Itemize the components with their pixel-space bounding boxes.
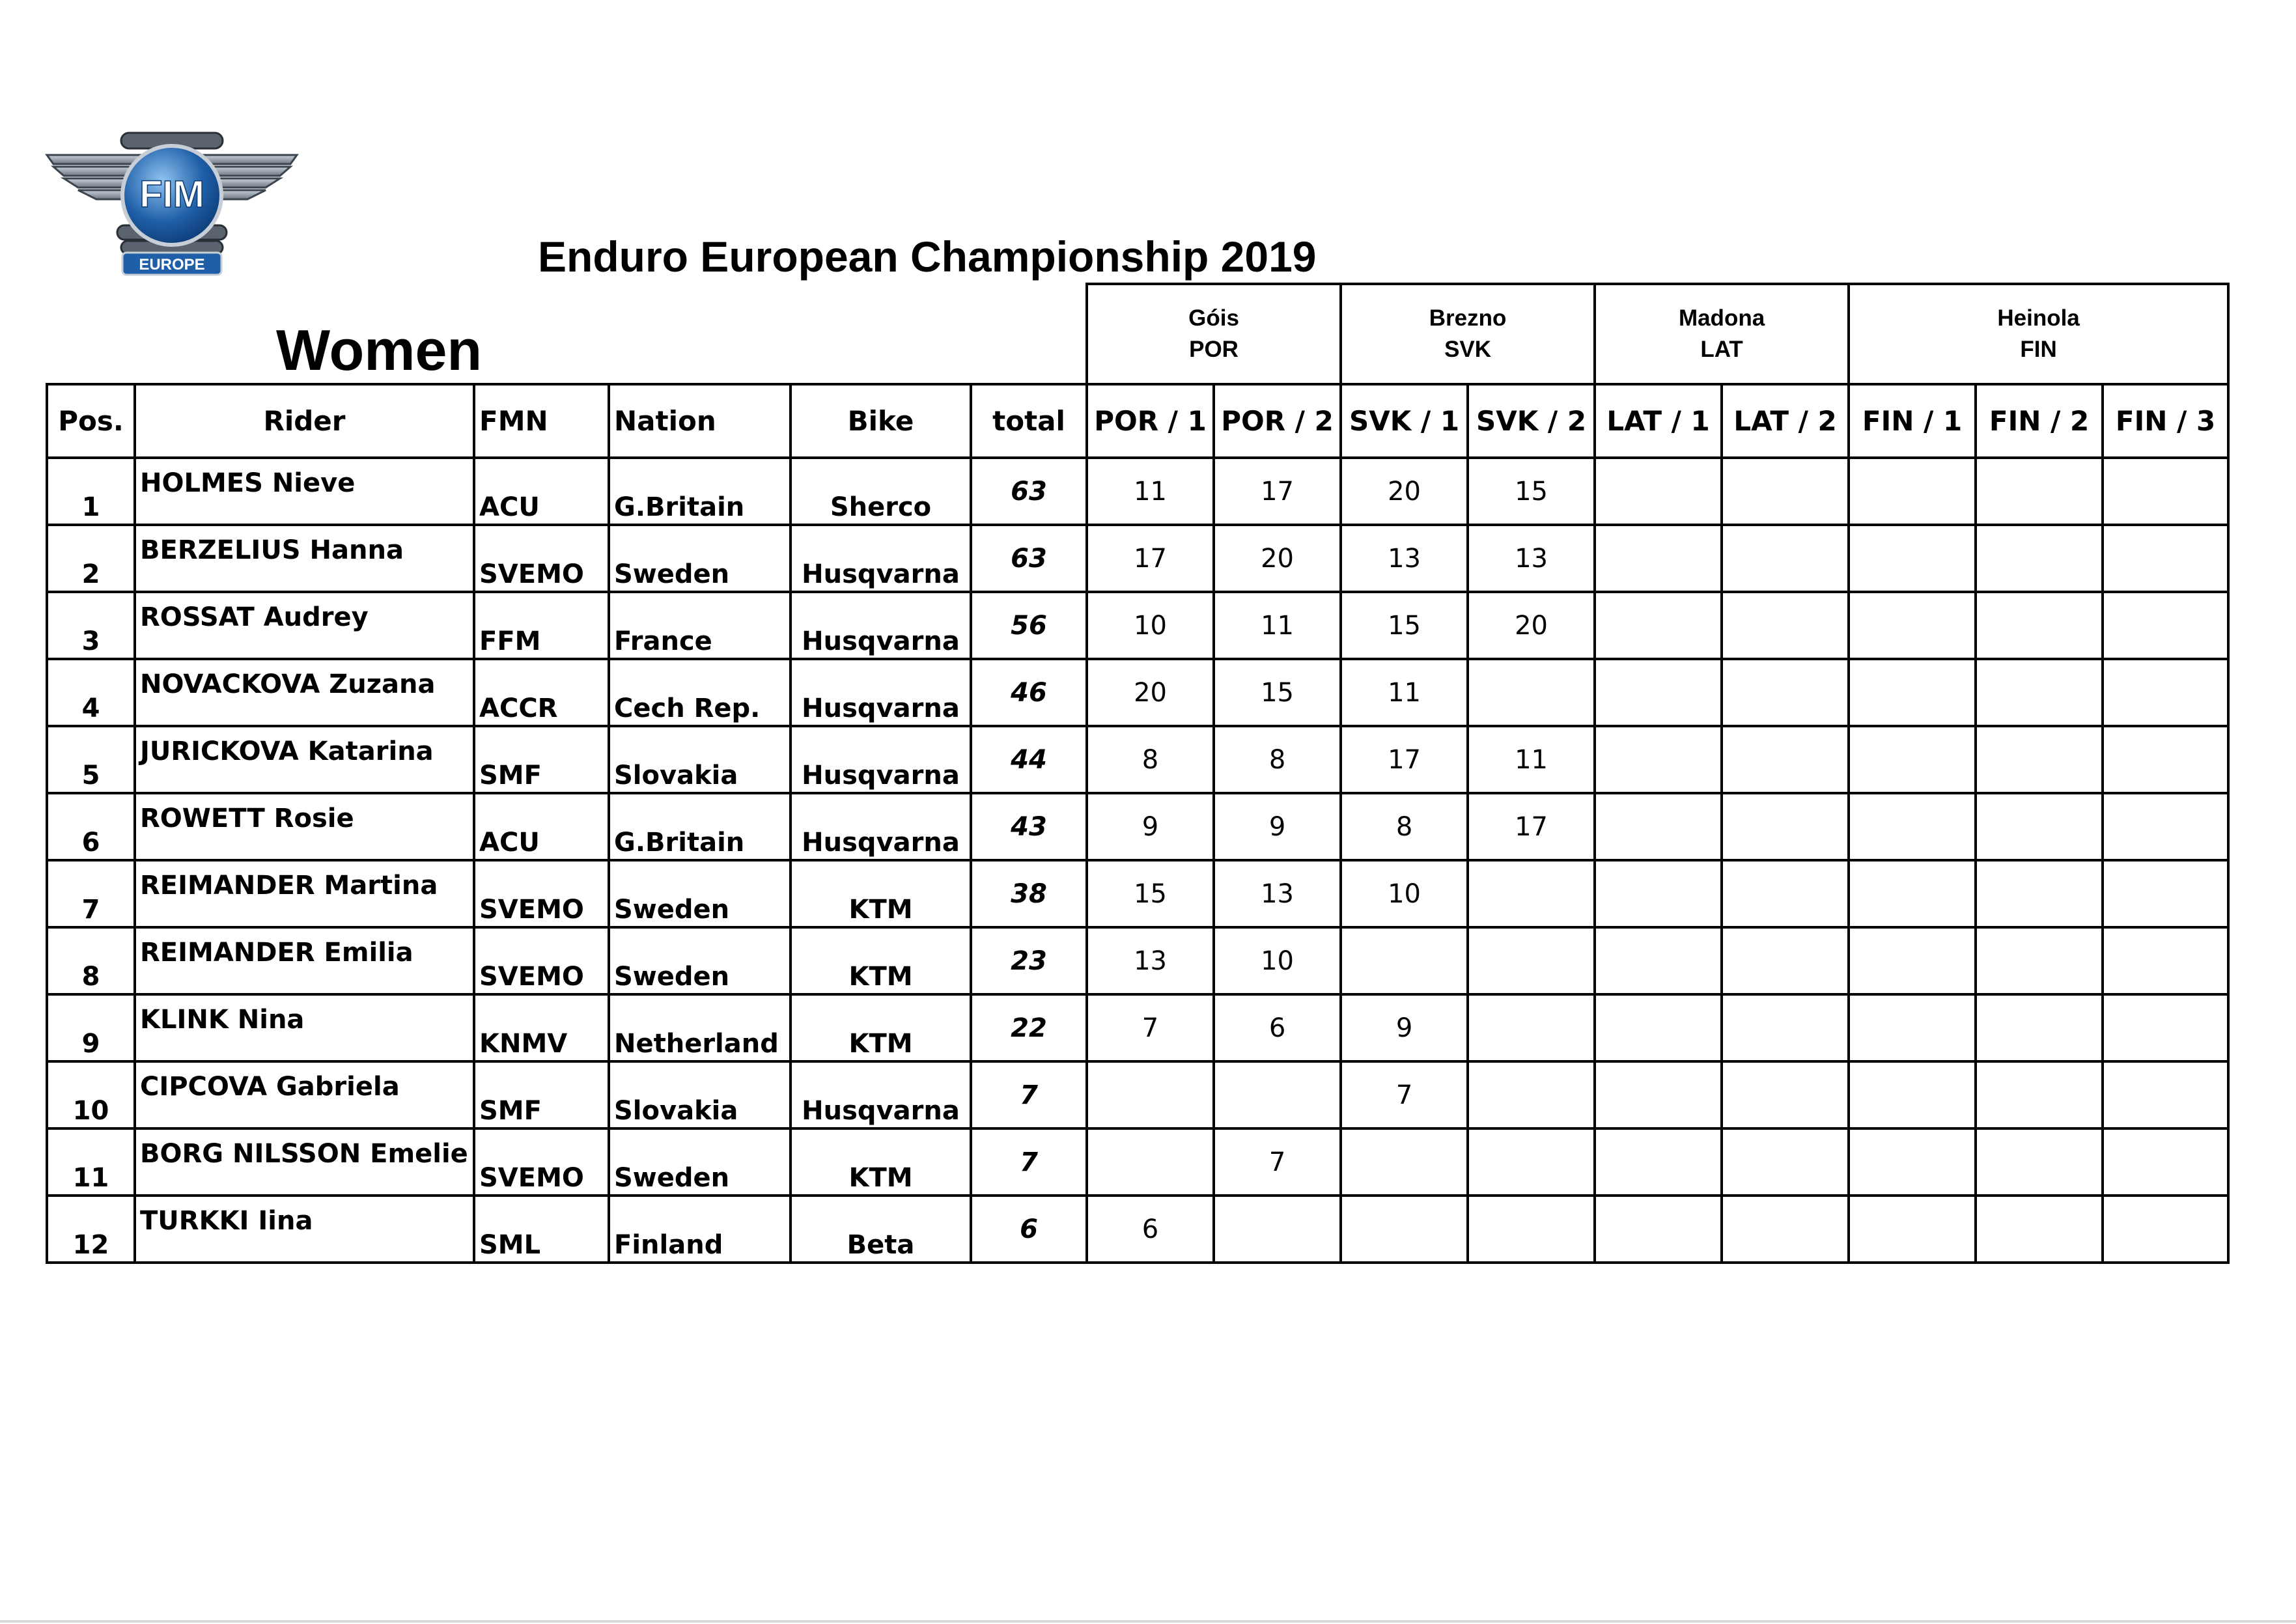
nation-cell: Sweden bbox=[609, 860, 791, 927]
round-points-cell bbox=[1976, 1128, 2103, 1196]
venue-code: SVK bbox=[1444, 337, 1492, 362]
table-row bbox=[47, 458, 2228, 525]
round-points-cell bbox=[1595, 927, 1722, 994]
table-row bbox=[47, 1128, 2228, 1196]
rider-cell: ROSSAT Audrey bbox=[135, 592, 474, 659]
round-points-cell: 9 bbox=[1214, 793, 1341, 860]
fmn-cell: FFM bbox=[474, 592, 609, 659]
round-points-cell bbox=[1722, 860, 1849, 927]
round-points-cell: 20 bbox=[1468, 592, 1595, 659]
round-points-cell bbox=[2103, 1128, 2228, 1196]
round-points-cell bbox=[1849, 458, 1976, 525]
venue-header-row bbox=[47, 284, 2228, 384]
fmn-cell: SMF bbox=[474, 726, 609, 793]
col-header-lat-2: LAT / 2 bbox=[1722, 384, 1849, 458]
col-header-por-1: POR / 1 bbox=[1087, 384, 1214, 458]
table-row bbox=[47, 726, 2228, 793]
round-points-cell bbox=[2103, 927, 2228, 994]
round-points-cell bbox=[2103, 860, 2228, 927]
round-points-cell bbox=[1849, 726, 1976, 793]
round-points-cell bbox=[1341, 1128, 1468, 1196]
round-points-cell bbox=[1849, 860, 1976, 927]
rider-cell: BORG NILSSON Emelie bbox=[135, 1128, 474, 1196]
document-title: Enduro European Championship 2019 bbox=[538, 232, 1317, 281]
round-points-cell: 10 bbox=[1087, 592, 1214, 659]
venue-name: Brezno bbox=[1429, 305, 1507, 331]
round-points-cell bbox=[1976, 860, 2103, 927]
round-points-cell bbox=[1722, 1128, 1849, 1196]
bike-cell: KTM bbox=[791, 994, 971, 1061]
round-points-cell bbox=[2103, 726, 2228, 793]
bike-cell: KTM bbox=[791, 1128, 971, 1196]
round-points-cell bbox=[1849, 793, 1976, 860]
round-points-cell bbox=[1849, 1196, 1976, 1263]
round-points-cell bbox=[1976, 659, 2103, 726]
round-points-cell bbox=[1341, 1196, 1468, 1263]
round-points-cell: 7 bbox=[1087, 994, 1214, 1061]
round-points-cell bbox=[1595, 1128, 1722, 1196]
pos-cell: 7 bbox=[47, 860, 135, 927]
round-points-cell bbox=[1468, 1196, 1595, 1263]
nation-cell: G.Britain bbox=[609, 458, 791, 525]
col-header-lat-1: LAT / 1 bbox=[1595, 384, 1722, 458]
venue-name: Góis bbox=[1188, 305, 1239, 331]
pos-cell: 9 bbox=[47, 994, 135, 1061]
venue-header-svk bbox=[1341, 284, 1595, 384]
round-points-cell bbox=[1849, 659, 1976, 726]
total-cell: 7 bbox=[971, 1061, 1087, 1128]
round-points-cell: 20 bbox=[1341, 458, 1468, 525]
pos-cell: 12 bbox=[47, 1196, 135, 1263]
round-points-cell bbox=[2103, 1061, 2228, 1128]
round-points-cell bbox=[1595, 1196, 1722, 1263]
total-cell: 63 bbox=[971, 458, 1087, 525]
bike-cell: KTM bbox=[791, 860, 971, 927]
venue-header-spacer bbox=[47, 284, 1087, 384]
round-points-cell bbox=[1722, 1196, 1849, 1263]
round-points-cell: 8 bbox=[1341, 793, 1468, 860]
round-points-cell: 6 bbox=[1214, 994, 1341, 1061]
round-points-cell bbox=[1976, 927, 2103, 994]
bike-cell: Husqvarna bbox=[791, 1061, 971, 1128]
category-heading: Women bbox=[276, 318, 483, 382]
round-points-cell bbox=[1976, 458, 2103, 525]
rider-cell: BERZELIUS Hanna bbox=[135, 525, 474, 592]
round-points-cell bbox=[1595, 793, 1722, 860]
round-points-cell bbox=[2103, 525, 2228, 592]
total-cell: 46 bbox=[971, 659, 1087, 726]
table-row bbox=[47, 592, 2228, 659]
round-points-cell bbox=[1595, 994, 1722, 1061]
round-points-cell: 17 bbox=[1214, 458, 1341, 525]
round-points-cell bbox=[1595, 659, 1722, 726]
pos-cell: 10 bbox=[47, 1061, 135, 1128]
round-points-cell: 7 bbox=[1214, 1128, 1341, 1196]
venue-header-fin bbox=[1849, 284, 2228, 384]
round-points-cell bbox=[1595, 726, 1722, 793]
round-points-cell: 11 bbox=[1341, 659, 1468, 726]
round-points-cell: 17 bbox=[1087, 525, 1214, 592]
venue-code: FIN bbox=[2020, 337, 2057, 362]
nation-cell: Sweden bbox=[609, 525, 791, 592]
round-points-cell bbox=[1976, 726, 2103, 793]
round-points-cell bbox=[1087, 1061, 1214, 1128]
total-cell: 44 bbox=[971, 726, 1087, 793]
round-points-cell bbox=[2103, 659, 2228, 726]
table-row bbox=[47, 1061, 2228, 1128]
round-points-cell: 10 bbox=[1341, 860, 1468, 927]
round-points-cell: 20 bbox=[1214, 525, 1341, 592]
fmn-cell: SVEMO bbox=[474, 860, 609, 927]
table-row bbox=[47, 927, 2228, 994]
round-points-cell bbox=[1214, 1061, 1341, 1128]
pos-cell: 3 bbox=[47, 592, 135, 659]
table-row bbox=[47, 793, 2228, 860]
round-points-cell bbox=[1468, 1128, 1595, 1196]
nation-cell: Finland bbox=[609, 1196, 791, 1263]
round-points-cell bbox=[1976, 1196, 2103, 1263]
round-points-cell: 13 bbox=[1214, 860, 1341, 927]
round-points-cell: 11 bbox=[1087, 458, 1214, 525]
round-points-cell bbox=[1849, 927, 1976, 994]
round-points-cell bbox=[1722, 525, 1849, 592]
standings-table bbox=[46, 283, 2230, 1264]
round-points-cell bbox=[1468, 860, 1595, 927]
round-points-cell: 11 bbox=[1468, 726, 1595, 793]
page-bottom-edge bbox=[0, 1620, 2296, 1623]
round-points-cell: 6 bbox=[1087, 1196, 1214, 1263]
round-points-cell bbox=[1214, 1196, 1341, 1263]
col-header-nation: Nation bbox=[609, 384, 791, 458]
col-header-rider: Rider bbox=[135, 384, 474, 458]
fmn-cell: SML bbox=[474, 1196, 609, 1263]
pos-cell: 8 bbox=[47, 927, 135, 994]
round-points-cell bbox=[1976, 592, 2103, 659]
pos-cell: 4 bbox=[47, 659, 135, 726]
rider-cell: HOLMES Nieve bbox=[135, 458, 474, 525]
table-row bbox=[47, 860, 2228, 927]
rider-cell: JURICKOVA Katarina bbox=[135, 726, 474, 793]
table-row bbox=[47, 1196, 2228, 1263]
total-cell: 22 bbox=[971, 994, 1087, 1061]
round-points-cell bbox=[1468, 659, 1595, 726]
fmn-cell: SVEMO bbox=[474, 525, 609, 592]
fmn-cell: ACCR bbox=[474, 659, 609, 726]
col-header-pos: Pos. bbox=[47, 384, 135, 458]
venue-code: LAT bbox=[1700, 337, 1743, 362]
round-points-cell bbox=[1468, 927, 1595, 994]
nation-cell: Sweden bbox=[609, 1128, 791, 1196]
rider-cell: KLINK Nina bbox=[135, 994, 474, 1061]
pos-cell: 6 bbox=[47, 793, 135, 860]
round-points-cell bbox=[2103, 1196, 2228, 1263]
col-header-svk-2: SVK / 2 bbox=[1468, 384, 1595, 458]
round-points-cell bbox=[1722, 793, 1849, 860]
venue-header-lat bbox=[1595, 284, 1849, 384]
round-points-cell bbox=[1976, 525, 2103, 592]
bike-cell: Husqvarna bbox=[791, 793, 971, 860]
round-points-cell bbox=[1722, 592, 1849, 659]
rider-cell: REIMANDER Martina bbox=[135, 860, 474, 927]
round-points-cell bbox=[1087, 1128, 1214, 1196]
round-points-cell bbox=[1468, 1061, 1595, 1128]
round-points-cell bbox=[1849, 592, 1976, 659]
col-header-total: total bbox=[971, 384, 1087, 458]
fim-europe-logo bbox=[44, 130, 300, 277]
total-cell: 6 bbox=[971, 1196, 1087, 1263]
nation-cell: Cech Rep. bbox=[609, 659, 791, 726]
round-points-cell bbox=[1341, 927, 1468, 994]
round-points-cell: 15 bbox=[1087, 860, 1214, 927]
col-header-fin-1: FIN / 1 bbox=[1849, 384, 1976, 458]
table-row bbox=[47, 994, 2228, 1061]
round-points-cell bbox=[1468, 994, 1595, 1061]
round-points-cell: 13 bbox=[1087, 927, 1214, 994]
round-points-cell: 17 bbox=[1341, 726, 1468, 793]
column-header-row bbox=[47, 384, 2228, 458]
col-header-svk-1: SVK / 1 bbox=[1341, 384, 1468, 458]
bike-cell: Husqvarna bbox=[791, 659, 971, 726]
nation-cell: Slovakia bbox=[609, 1061, 791, 1128]
total-cell: 63 bbox=[971, 525, 1087, 592]
round-points-cell bbox=[1722, 659, 1849, 726]
nation-cell: G.Britain bbox=[609, 793, 791, 860]
total-cell: 56 bbox=[971, 592, 1087, 659]
round-points-cell bbox=[1849, 1061, 1976, 1128]
round-points-cell: 7 bbox=[1341, 1061, 1468, 1128]
round-points-cell bbox=[1849, 1128, 1976, 1196]
round-points-cell: 8 bbox=[1087, 726, 1214, 793]
fmn-cell: SVEMO bbox=[474, 1128, 609, 1196]
round-points-cell: 15 bbox=[1214, 659, 1341, 726]
nation-cell: Slovakia bbox=[609, 726, 791, 793]
col-header-bike: Bike bbox=[791, 384, 971, 458]
round-points-cell bbox=[1849, 994, 1976, 1061]
pos-cell: 2 bbox=[47, 525, 135, 592]
pos-cell: 11 bbox=[47, 1128, 135, 1196]
round-points-cell bbox=[1976, 1061, 2103, 1128]
bike-cell: Husqvarna bbox=[791, 592, 971, 659]
round-points-cell bbox=[1595, 458, 1722, 525]
round-points-cell: 11 bbox=[1214, 592, 1341, 659]
round-points-cell bbox=[1595, 525, 1722, 592]
round-points-cell bbox=[1976, 793, 2103, 860]
bike-cell: KTM bbox=[791, 927, 971, 994]
round-points-cell bbox=[1722, 927, 1849, 994]
fmn-cell: ACU bbox=[474, 458, 609, 525]
round-points-cell: 20 bbox=[1087, 659, 1214, 726]
nation-cell: Netherland bbox=[609, 994, 791, 1061]
round-points-cell bbox=[1595, 592, 1722, 659]
venue-header-por bbox=[1087, 284, 1341, 384]
round-points-cell bbox=[2103, 994, 2228, 1061]
total-cell: 38 bbox=[971, 860, 1087, 927]
round-points-cell bbox=[1722, 1061, 1849, 1128]
round-points-cell bbox=[1722, 458, 1849, 525]
round-points-cell: 9 bbox=[1087, 793, 1214, 860]
nation-cell: Sweden bbox=[609, 927, 791, 994]
col-header-fmn: FMN bbox=[474, 384, 609, 458]
col-header-por-2: POR / 2 bbox=[1214, 384, 1341, 458]
round-points-cell: 17 bbox=[1468, 793, 1595, 860]
round-points-cell: 8 bbox=[1214, 726, 1341, 793]
logo-subtext: EUROPE bbox=[139, 256, 205, 273]
round-points-cell bbox=[2103, 592, 2228, 659]
round-points-cell bbox=[1595, 1061, 1722, 1128]
round-points-cell bbox=[2103, 793, 2228, 860]
total-cell: 43 bbox=[971, 793, 1087, 860]
pos-cell: 1 bbox=[47, 458, 135, 525]
round-points-cell bbox=[1976, 994, 2103, 1061]
venue-code: POR bbox=[1189, 337, 1239, 362]
bike-cell: Sherco bbox=[791, 458, 971, 525]
table-row bbox=[47, 659, 2228, 726]
rider-cell: ROWETT Rosie bbox=[135, 793, 474, 860]
round-points-cell: 10 bbox=[1214, 927, 1341, 994]
fmn-cell: KNMV bbox=[474, 994, 609, 1061]
total-cell: 23 bbox=[971, 927, 1087, 994]
round-points-cell: 15 bbox=[1341, 592, 1468, 659]
fmn-cell: SVEMO bbox=[474, 927, 609, 994]
venue-name: Madona bbox=[1678, 305, 1765, 331]
bike-cell: Beta bbox=[791, 1196, 971, 1263]
round-points-cell bbox=[1849, 525, 1976, 592]
round-points-cell: 13 bbox=[1468, 525, 1595, 592]
round-points-cell: 15 bbox=[1468, 458, 1595, 525]
standings-body bbox=[47, 458, 2228, 1263]
round-points-cell bbox=[1722, 726, 1849, 793]
col-header-fin-2: FIN / 2 bbox=[1976, 384, 2103, 458]
rider-cell: NOVACKOVA Zuzana bbox=[135, 659, 474, 726]
round-points-cell: 9 bbox=[1341, 994, 1468, 1061]
rider-cell: TURKKI Iina bbox=[135, 1196, 474, 1263]
rider-cell: REIMANDER Emilia bbox=[135, 927, 474, 994]
logo-wordmark: FIM bbox=[139, 173, 204, 216]
round-points-cell bbox=[1722, 994, 1849, 1061]
bike-cell: Husqvarna bbox=[791, 525, 971, 592]
round-points-cell bbox=[1595, 860, 1722, 927]
venue-name: Heinola bbox=[1997, 305, 2080, 331]
fmn-cell: ACU bbox=[474, 793, 609, 860]
bike-cell: Husqvarna bbox=[791, 726, 971, 793]
round-points-cell: 13 bbox=[1341, 525, 1468, 592]
fmn-cell: SMF bbox=[474, 1061, 609, 1128]
table-row bbox=[47, 525, 2228, 592]
rider-cell: CIPCOVA Gabriela bbox=[135, 1061, 474, 1128]
round-points-cell bbox=[2103, 458, 2228, 525]
total-cell: 7 bbox=[971, 1128, 1087, 1196]
col-header-fin-3: FIN / 3 bbox=[2103, 384, 2228, 458]
pos-cell: 5 bbox=[47, 726, 135, 793]
nation-cell: France bbox=[609, 592, 791, 659]
